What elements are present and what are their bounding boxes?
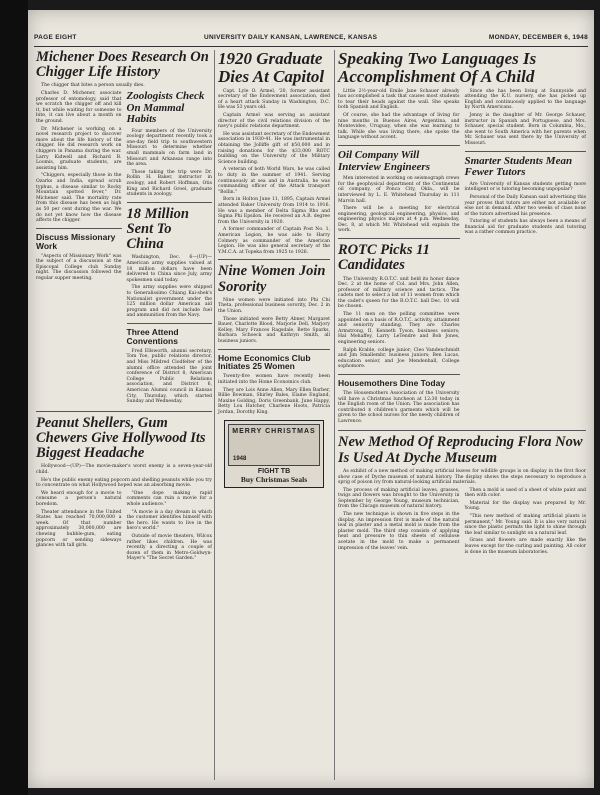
page-number: PAGE EIGHT [34,34,77,41]
discuss-para: "Aspects of Missionary Work" was the subject of a discussion at the Episcopal College club Sunday night. The discussion followed the regular supper meeting. [36,253,122,281]
peanut-columns [36,491,212,564]
seal-cta: Buy Christmas Seals [240,474,308,484]
divider [218,259,330,260]
divider [218,349,330,350]
zoologists-para: Those taking the trip were Dr. Rollin H. Baker, instructor in zoology, and Robert Hoffman, Otis King and Richard Groel, graduate students in zoology. [126,169,212,198]
china-para: The army supplies were shipped to Generalissimo Chiang Kai-shek's Nationalist government under the 125 million dollar American aid program and did not include fuel and ammunition from the Navy. [126,285,212,319]
smarter-para: Personal of the Daily Kansan said advertising this year proves that tutors are either not available or else not in demand. After two weeks of class none of the tutors advertised his presence. [464,194,586,217]
michener-para: Charles D. Michener, associate professor of entomology, said that we scratch the chigger off and kill it, but while waiting for someone to bite, it can live about a month on the ground. [36,91,122,124]
china-para: Washington, Dec. 6—(UP)—American army supplies valued at 18 million dollars have been delivered to China since July, army spokesmen said today. [126,255,212,283]
peanut-para: He's the public enemy eating popcorn and shelling peanuts while you try to concentrate on what Hollywood hoped was an absorbing movie. [36,477,212,489]
chapters-para: Fred Ellsworth, alumni secretary, Tom Yoe, public relations director, and Miss Mildred Clodfelter of the alumni office attended the joint conference of District 8, American College Public Relations association, and District 6, American Alumni council in Kansas City, Thursday, which started Sunday and Wednesday. [126,348,212,405]
flora-headline: New Method Of Reproducing Flora Now Is Used At Dyche Museum [338,434,583,466]
smarter-headline: Smarter Students Mean Fewer Tutors [464,154,573,179]
peanut-para: "A movie is a day dream in which the customer identifies himself with the hero. He wants to live in the hero's world." [126,509,212,532]
graduate-para: Born in Holton June 11, 1895, Captain Armel attended Baker University from 1914 to 1916. He was a member of Delta Sigma Rho and Sigma Phi Epsilon. He received an A.B. degree from the University in 1920. [218,197,330,225]
column-3 [338,50,586,557]
home-ec-headline: Home Economics Club Initiates 25 Women [218,352,311,372]
housemothers-headline: Housemothers Dine Today [338,378,446,388]
paper-name: UNIVERSITY DAILY KANSAN, LAWRENCE, KANSAS [204,34,378,41]
column-rule-2 [334,50,335,780]
column-2 [218,50,330,492]
speaking-para: Of course, she had the advantage of living for nine months in Buenos Aires, Argentina, and Montevideo, Uruguay, when she was learning to talk. While she was living there, she spoke the language without accent. [338,113,460,141]
rotc-para: The University R.O.T.C. unit held its honor dance Dec. 2 at the home of Col. and Mrs. John Allen, professor of military science and tactics. The cadets met to select a list of 11 women from which the cadet's queen for the R.O.T.C. ball Dec. 10 will be chosen. [338,276,460,310]
film-edge [0,0,28,795]
flora-para: "This new method of making artificial plants is permanent," Mr. Young said. It is also very natural since the plastic permits the light to shine through the leaf similar to sunlight on a natural leaf. [464,514,586,536]
flora-para: Grass and flowers are made exactly like the leaves except for the curling and painting. All color is done in the museum laboratories. [464,538,586,555]
michener-columns [36,91,212,407]
peanut-para: We heard enough for a movie to consume a person's natural boredom. [36,490,122,507]
sorority-headline: Nine Women Join Sorority [218,263,326,295]
column-1 [36,50,212,564]
christmas-seals-ad [224,420,324,488]
speaking-para: Jenny is the daughter of Mr. George Schauer, instructor in Spanish and Portuguese, and Mrs. Schauer, special student. Born in Columbia, Mo., she went to South America with her parents when Mr. Schauer was sent there by the University of Missouri. [464,113,586,147]
issue-date: MONDAY, DECEMBER 6, 1948 [488,34,588,41]
graduate-headline: 1920 Graduate Dies At Capitol [218,49,325,86]
michener-para: The chigger that bites a person usually dies. [41,83,145,89]
flora-para: The new technique is shown in five steps in the display. An impression first is made of the natural leaf in plaster and a metal mold is made from the plaster mold. The third step consists of applying heat and pressure to thin sheets of cellulose acetate in the mold to make a permanent impression of the leaves' vein. [338,512,460,551]
graduate-para: Captain Armel was serving as assistant director of the civil relations division of the navy's public relations department. [218,113,330,130]
seal-illustration [228,424,320,466]
masthead-rule [34,46,588,47]
home-ec-para: They are Lois Anne Allen, Mary Ellen Barber, Billie Bowman, Shirley Bales, Elaine England, Maxine Golding, Doris Greenbank, June Happy, Betty Lou Hatcher, Charlene Hoots, Patricia Jordan, Dorothy King. [218,387,330,415]
sorority-para: Nine women were initiated into Phi Chi Theta, professional business sorority, Dec. 2 in the Union. [218,297,330,314]
oil-para: Men interested in working on seismograph crews for the geophysical department of the Continental oil company, of Ponca City, Okla., will be interviewed by L. E. Whitehead Thursday in 111 Marvin hall. [338,176,460,204]
newspaper-page [28,10,594,788]
oil-para: There will be a meeting for electrical engineering, geological engineering, physics, and engineering physics majors at 4 p.m. Wednesday, Dec. 8, at which Mr. Whitehead will explain the work. [338,206,460,234]
peanut-para: Theater attendance in the United States has reached 70,000,000 a week. Of that number approximately 30,000,000 are chewing bubble-gum, eating popcorn or sending sideways glances with tall girls. [36,509,122,549]
speaking-para: Little 2½-year-old Emile Jane Schauer already has accomplished a task that causes most students to tear their heads against the wall. She speaks both Spanish and English. [338,88,460,111]
michener-para: "Chiggers, especially those in the Ozarks and India, spread scrub typhus, a disease similar to Rocky Mountain spotted fever," Dr. Michener said. The mortality rate from this disease has been as high as 50 per cent during the war. We do not yet know how the disease affects the chigger. [36,173,122,224]
oil-headline: Oil Company Will Interview Engineers [338,149,430,173]
flora-para: Material for the display was prepared by Mr. Young. [464,500,586,512]
home-ec-para: Twenty-five women have recently been initiated into the Home Economics club. [218,374,330,385]
chapters-headline: Three Attend Conventions [126,326,179,346]
graduate-para: A veteran of both World Wars, he was called to duty in the summer of 1941. Serving continuously at sea and in Australia, he was commanding officer of the Attack transport "Bollin." [218,167,330,195]
smarter-para: Tutoring of students has always been a means of financial aid for graduate students and tutoring was a rather common practice. [464,219,586,236]
divider [127,323,213,324]
china-headline: 18 Million Sent To China [126,205,189,253]
flora-para: As exhibit of a new method of making artificial leaves for wildlife groups is on display in the first floor show case of Dyche museum of natural history. The display shows the steps necessary to reproduce a sprig of poison ivy from natural-looking artificial materials. [338,468,586,486]
zoologists-headline: Zoologists Check On Mammal Habits [126,90,205,126]
smarter-para: Are University of Kansas students getting more intelligent or is tutoring becoming unpopular? [464,181,586,193]
michener-para: Dr. Michener is working on a novel research project to discover more about the life history of the chigger. He did research work on chiggers in Panama during the war. Larry Kidwell and Richard B. Loomis, graduate students, are assisting him. [36,126,122,171]
peanut-headline: Peanut Shellers, Gum Chewers Give Hollywood Its Biggest Headache [36,414,206,462]
discuss-headline: Discuss Missionary Work [36,231,116,251]
housemothers-para: The Housemothers Association of the University will have a Christmas luncheon at 12:30 today in the English room of the Union. The association has contributed $ children's garments which will be given to the school nurses for the needy children of Lawrence. [338,390,460,424]
rotc-para: The 11 men on the polling committee were appointed on a basis of R.O.T.C. activity, attainment and seniority standing. They are Charles Armstrong, II, Kenneth Tyson, business seniors; Hal Mehaffey, Larry LeTendre and Bob Jones, engineering seniors. [338,312,460,346]
graduate-para: Capt. Lyle O. Armel, '20, former assistant secretary of the Endowment association, died of a heart attack Sunday in Washington, D.C. He was 53 years old. [218,88,330,111]
speaking-para: Since she has been living at Sunnyside and attending the K.U. nursery, she has picked up English and continuously applied to the language by North Americans. [464,88,586,111]
seal-slogan: FIGHT TB [257,467,291,475]
column-rule-1 [214,50,215,780]
divider [36,411,212,412]
flora-columns [338,488,586,558]
sorority-para: Those initiated were Betty Abner, Margaret Bauer, Charlotte Blood, Marjorie Dell, Marjory Kelley, Mary Frances Ragsdale, Bette Sparks, Barbara Schoeck and Kathryn Smith, all business juniors. [218,316,330,344]
peanut-para: Hollywood—(UP)—The movie-maker's worst enemy is a seven-year-old child. [36,464,212,476]
graduate-para: A former commander of Captain Post No. 1, American Legion, he was aide to Harry Colmery as commander of the American Legion. He was also general secretary of the Y.M.C.A. at Topeka from 1925 to 1926. [218,227,330,255]
rotc-para: Ralph Krable, college junior; Cleo Vandenchmidt and Jim Smallembr, business juniors; Ben Lucas, education senior, and Joe Mendenhall, College sophomore. [338,347,460,370]
peanut-para: Outside of movie theaters, Wilcox rather likes children. He was recently a directing a couple of dozen of them in Metro-Goldwyn-Mayer's "The Secret Garden." [126,533,212,562]
graduate-para: He was assistant secretary of the Endowment association in 1930-41. He was instrumental in obtaining the Jolliffe gift of $50,000 and in raising donations for the $33,000 ROTC building on the University of the Military Science building. [218,131,330,165]
rotc-headline: ROTC Picks 11 Candidates [338,242,430,274]
seal-title: MERRY CHRISTMAS [232,427,316,435]
seal-year: 1948 [233,455,247,462]
divider [127,202,213,203]
divider [338,430,586,431]
michener-headline: Michener Does Research On Chigger Life History [36,49,209,81]
divider [36,228,122,229]
flora-para: Then a mold is used of a sheet of white paint and then with color. [464,487,586,499]
speaking-headline: Speaking Two Languages Is Accomplishment Of A Child [338,49,537,86]
divider [338,145,460,146]
zoologists-para: Four members of the University zoology department recently took a one-day field trip to southwestern Missouri to determine whether small mammals on farm land in Missouri and Arkansas range into the area. [126,128,212,168]
speaking-columns [338,89,586,427]
divider [338,374,460,375]
divider [338,238,460,239]
divider [465,151,587,152]
peanut-para: "One dope making rapid comments can ruin a movie for a whole audience." [126,490,212,507]
flora-para: The process of making artificial leaves, grasses, twigs and flowers was brought to the University in September by George Young, museum technician, from the Chicago museum of natural history. [338,487,460,510]
